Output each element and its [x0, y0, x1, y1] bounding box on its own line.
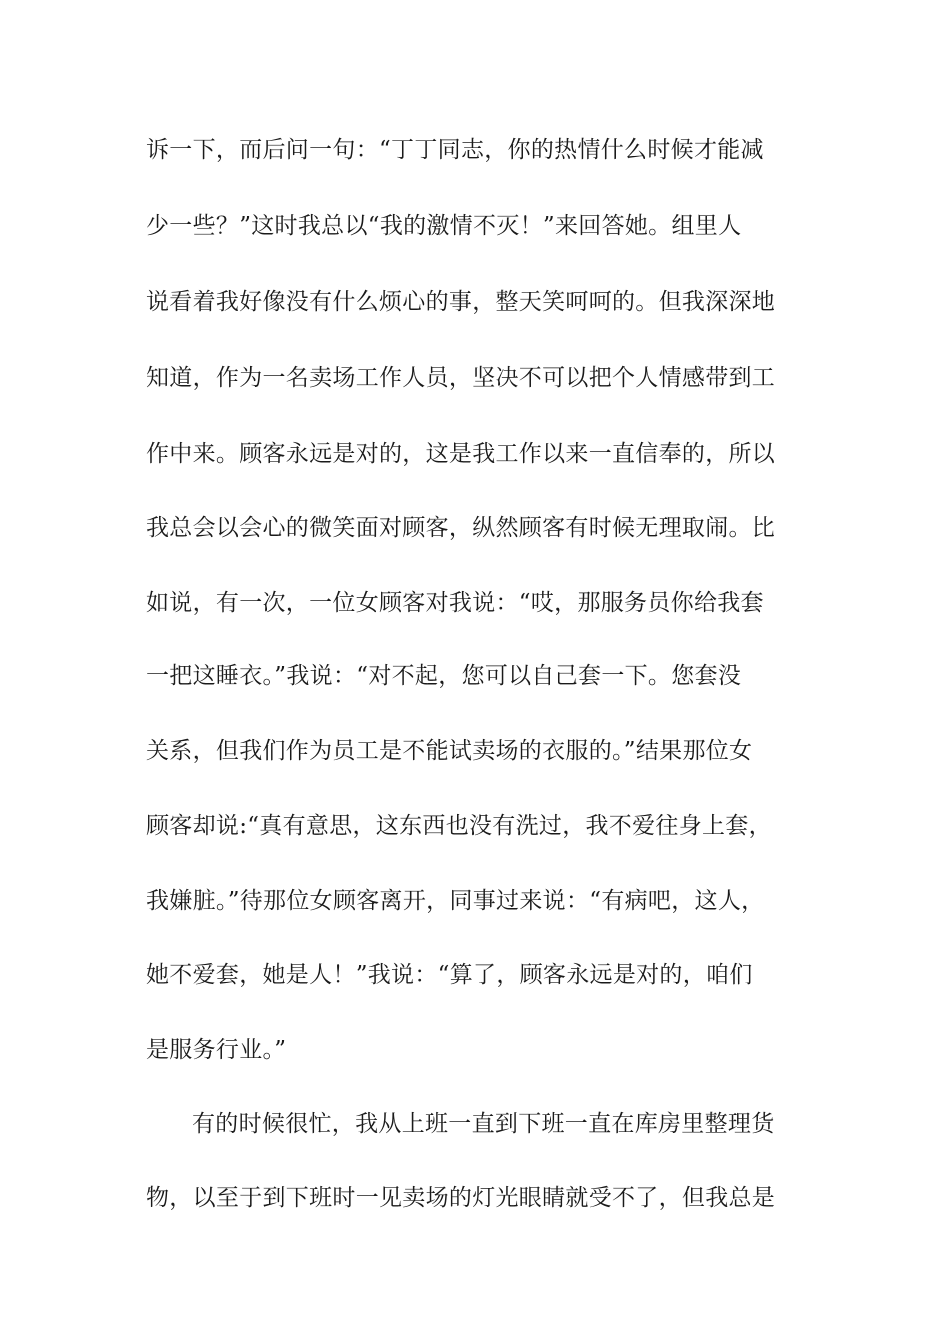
text-line: 如说，有一次，一位女顾客对我说：“哎，那服务员你给我套 — [146, 590, 764, 616]
text-line: 她不爱套，她是人！”我说：“算了，顾客永远是对的，咱们 — [146, 962, 753, 988]
text-line: 我总会以会心的微笑面对顾客，纵然顾客有时候无理取闹。比 — [146, 515, 776, 541]
text-line: 我嫌脏。”待那位女顾客离开，同事过来说：“有病吧，这人， — [146, 888, 765, 914]
text-line: 是服务行业。” — [146, 1037, 287, 1063]
paragraph-first-line: 有的时候很忙，我从上班一直到下班一直在库房里整理货 — [192, 1111, 775, 1137]
text-line: 知道，作为一名卖场工作人员，坚决不可以把个人情感带到工 — [146, 365, 776, 391]
text-line: 物，以至于到下班时一见卖场的灯光眼睛就受不了，但我总是 — [146, 1185, 776, 1211]
text-line: 关系，但我们作为员工是不能试卖场的衣服的。”结果那位女 — [146, 738, 753, 764]
text-line: 说看着我好像没有什么烦心的事，整天笑呵呵的。但我深深地 — [146, 289, 776, 315]
text-line: 一把这睡衣。”我说：“对不起，您可以自己套一下。您套没 — [146, 663, 742, 689]
text-line: 少一些？”这时我总以“我的激情不灭！”来回答她。组里人 — [146, 213, 742, 239]
text-line: 诉一下，而后问一句：“丁丁同志，你的热情什么时候才能减 — [146, 137, 764, 163]
text-line: 作中来。顾客永远是对的，这是我工作以来一直信奉的，所以 — [146, 441, 776, 467]
text-line: 顾客却说:“真有意思，这东西也没有洗过，我不爱往身上套， — [146, 813, 772, 839]
